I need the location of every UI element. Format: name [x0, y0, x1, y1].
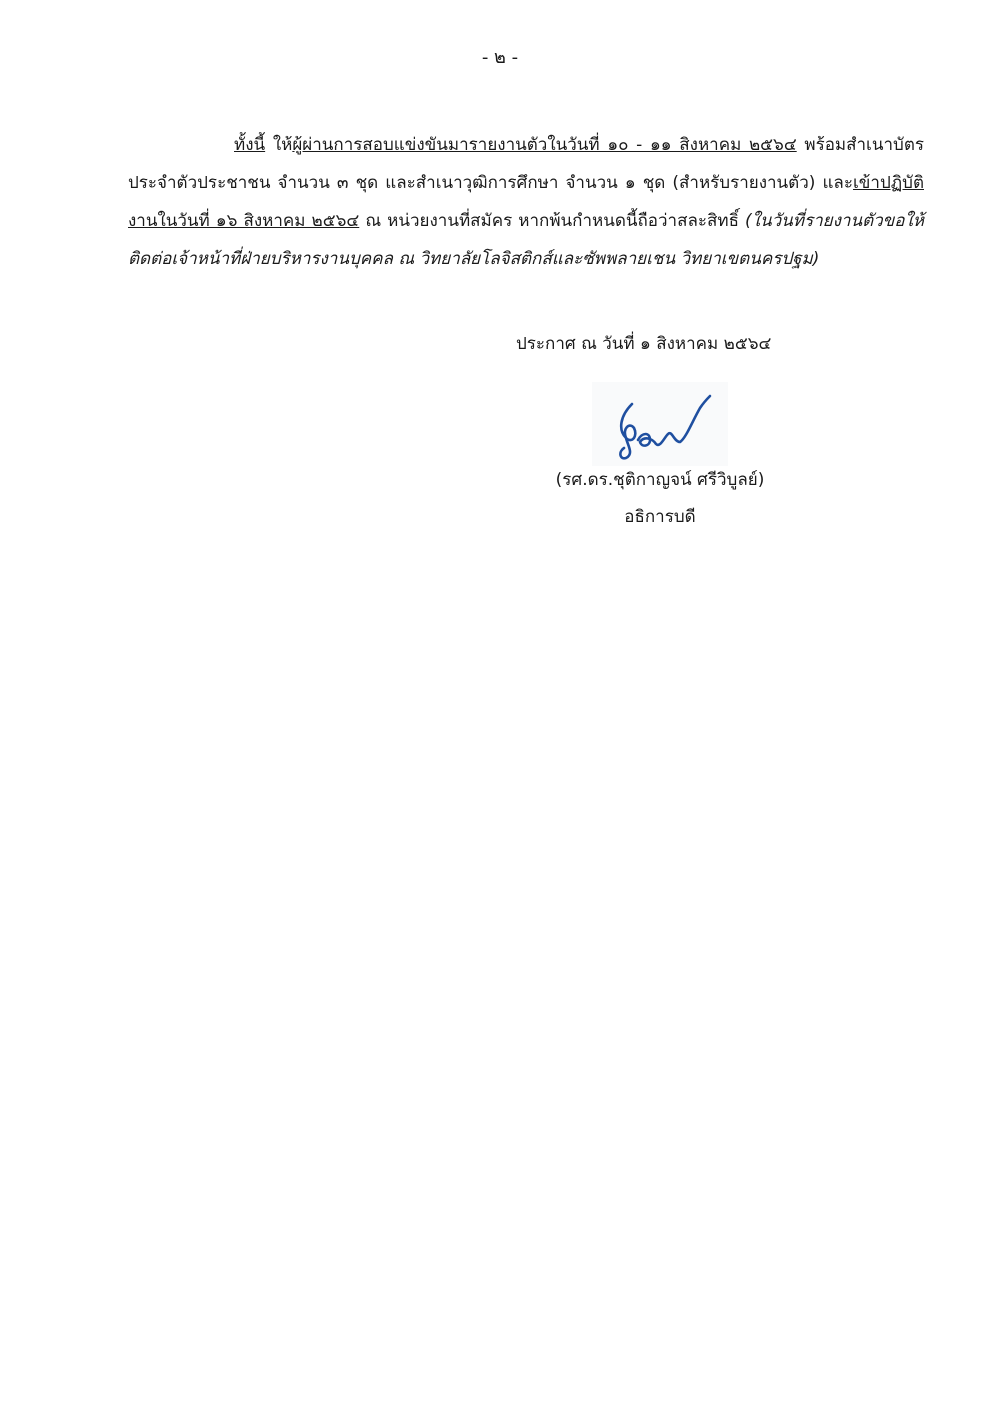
- paragraph-run-6: ณ หน่วยงานที่สมัคร หากพ้นกำหนดนี้ถือว่าสละสิทธิ์: [359, 211, 746, 231]
- signature-mark: [592, 382, 728, 466]
- paragraph-run-3: ผู้ผ่านการสอบแข่งขันมารายงานตัวในวันที่ ๑๐ - ๑๑ สิงหาคม ๒๕๖๔: [292, 135, 797, 155]
- paragraph-run-5: เข้าปฏิบัติงานในวันที่ ๑๖ สิงหาคม ๒๕๖๔: [128, 173, 924, 231]
- paragraph-run-1: ทั้งนี้: [234, 135, 266, 155]
- paragraph-run-2: ให้: [265, 135, 293, 155]
- announcement-paragraph: [128, 126, 924, 278]
- signer-name: (รศ.ดร.ชุติกาญจน์ ศรีวิบูลย์): [555, 470, 765, 490]
- paragraph-run-4: พร้อมสำเนาบัตรประจำตัวประชาชน จำนวน ๓ ชุด และสำเนาวุฒิการศึกษา จำนวน ๑ ชุด (สำหรับรายงานตัว) และ: [128, 135, 924, 193]
- paragraph-run-7: (ในวันที่รายงานตัวขอให้ติดต่อเจ้าหน้าที่ฝ่ายบริหารงานบุคคล ณ วิทยาลัยโลจิสติกส์และซัพพลายเชน วิทยาเขตนครปฐม): [128, 211, 925, 269]
- page-number: - ๒ -: [481, 47, 519, 68]
- signer-title: อธิการบดี: [624, 507, 696, 527]
- announcement-date: ประกาศ ณ วันที่ ๑ สิงหาคม ๒๕๖๔: [516, 334, 772, 354]
- signature-background: [592, 382, 728, 466]
- paragraph-text: [128, 126, 924, 278]
